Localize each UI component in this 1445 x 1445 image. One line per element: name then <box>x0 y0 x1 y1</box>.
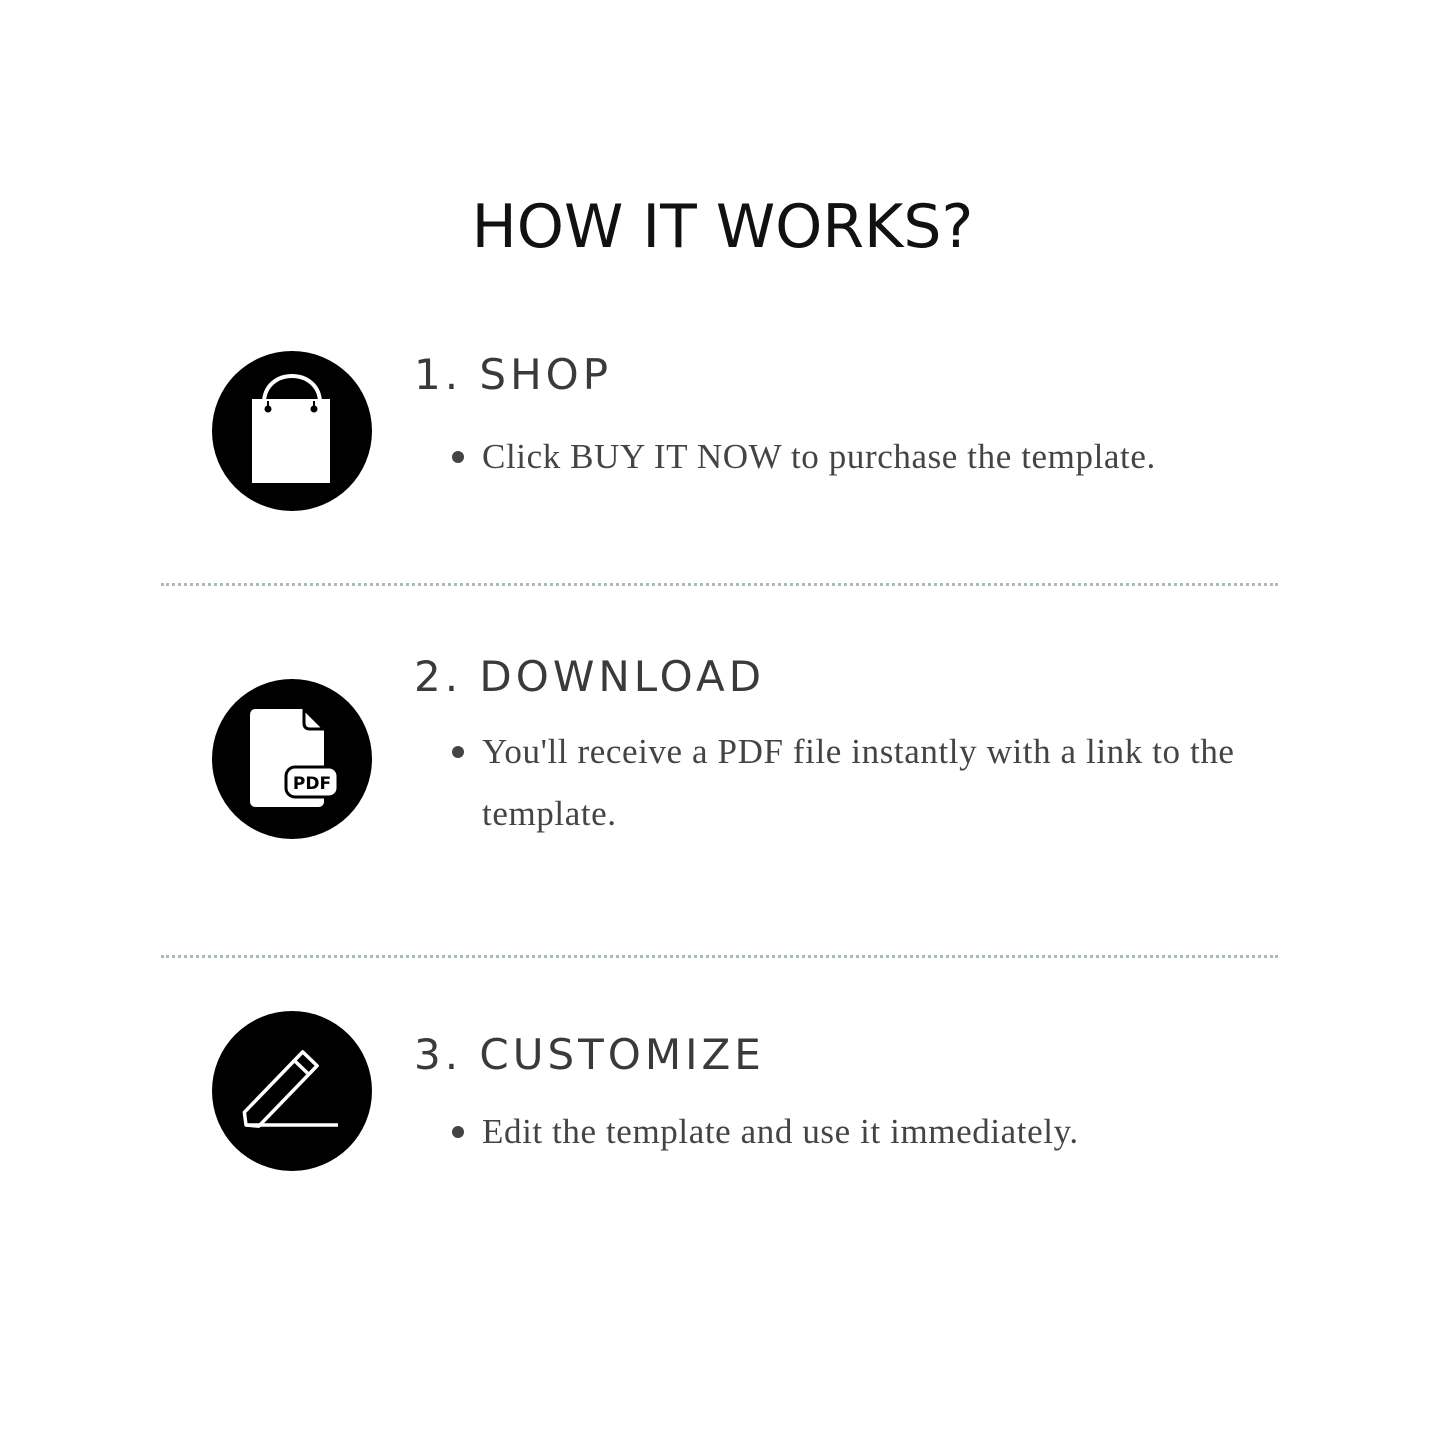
step-bullet-list <box>452 721 1252 845</box>
bullet-dot <box>452 451 464 463</box>
step-heading: 1. SHOP <box>414 350 613 399</box>
step-bullet-list <box>452 426 1252 488</box>
bullet-text: Click BUY IT NOW to purchase the template. <box>482 437 1156 476</box>
step-heading: 3. CUSTOMIZE <box>414 1030 765 1079</box>
list-item <box>452 426 1252 488</box>
list-item <box>452 721 1252 845</box>
bullet-text: You'll receive a PDF file instantly with a link to the template. <box>482 732 1235 833</box>
bullet-text: Edit the template and use it immediately. <box>482 1112 1079 1151</box>
pdf-label: PDF <box>292 774 332 794</box>
step-heading: 2. DOWNLOAD <box>414 652 766 701</box>
page-title: HOW IT WORKS? <box>471 192 974 262</box>
divider <box>161 583 1278 586</box>
divider <box>161 955 1278 958</box>
bullet-dot <box>452 746 464 758</box>
step-bullet-list <box>452 1101 1252 1163</box>
list-item <box>452 1101 1252 1163</box>
shopping-bag-icon <box>212 351 372 511</box>
bullet-dot <box>452 1126 464 1138</box>
pdf-file-icon <box>212 679 372 839</box>
pencil-icon <box>212 1011 372 1171</box>
